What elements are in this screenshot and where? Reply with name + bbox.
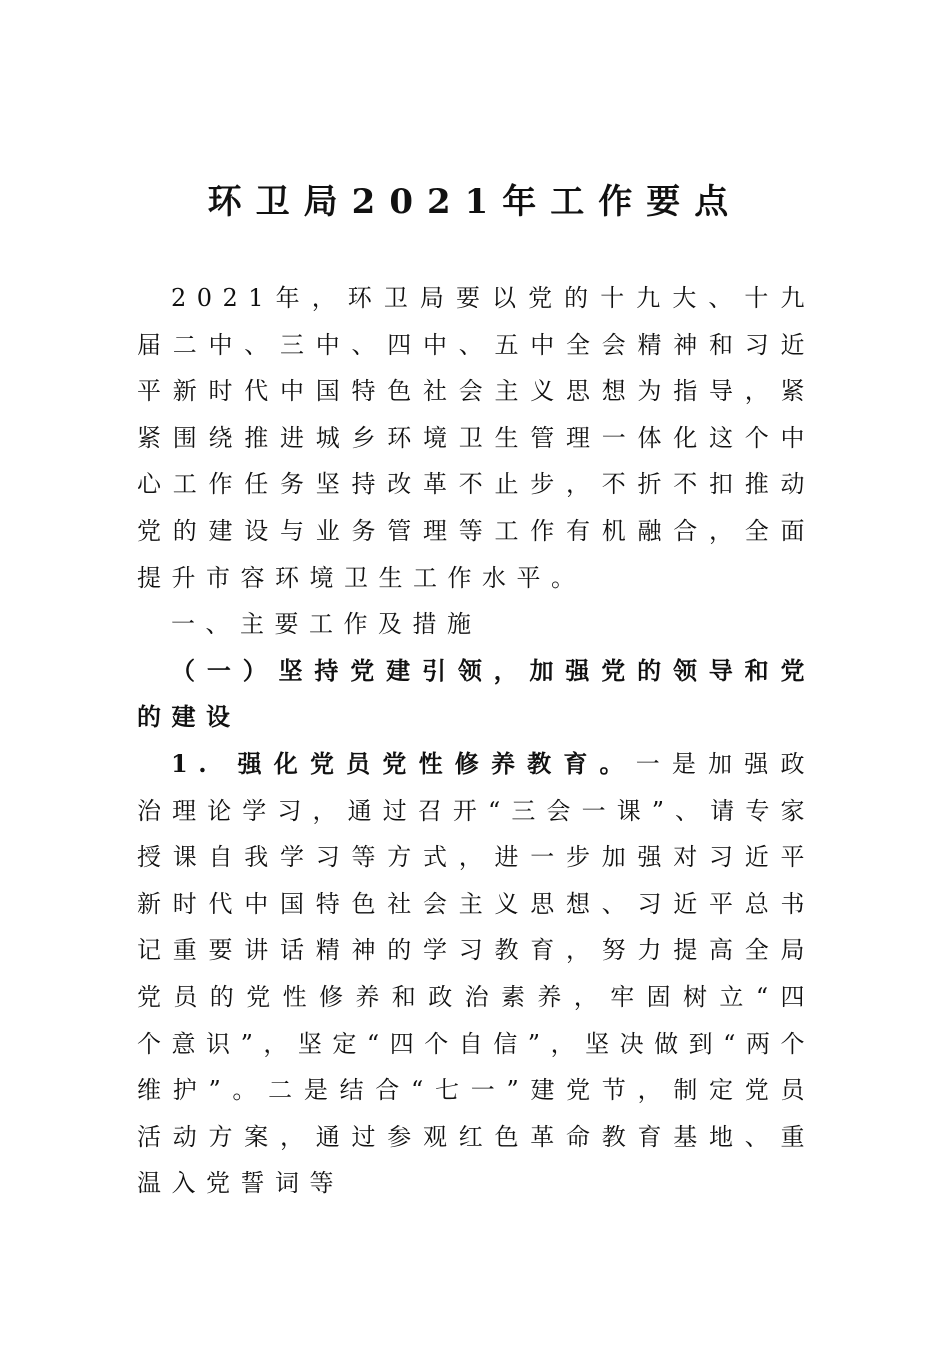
item-1-lead: 1. 强化党员党性修养教育。 (171, 748, 636, 778)
intro-paragraph: 2021年，环卫局要以党的十九大、十九届二中、三中、四中、五中全会精神和习近平新时代中国特色社会主义思想为指导，紧紧围绕推进城乡环境卫生管理一体化这个中心工作任务坚持改革不止步，不折不扣推动党的建设与业务管理等工作有机融合，全面提升市容环境卫生工作水平。 (137, 284, 815, 592)
document-title: 环卫局2021年工作要点 (207, 182, 743, 222)
item-1-paragraph (137, 741, 815, 1207)
section-heading: 一、主要工作及措施 (171, 610, 482, 639)
subsection-heading: （一）坚持党建引领，加强党的领导和党的建设 (137, 655, 815, 732)
document-body (137, 275, 815, 1207)
item-1-text: 一是加强政治理论学习，通过召开“三会一课”、请专家授课自我学习等方式，进一步加强对习近平新时代中国特色社会主义思想、习近平总书记重要讲话精神的学习教育，努力提高全局党员的党性修养和政治素养，牢固树立“四个意识”，坚定“四个自信”，坚决做到“两个维护”。二是结合“七一”建党节，制定党员活动方案，通过参观红色革命教育基地、重温入党誓词等 (137, 749, 815, 1198)
